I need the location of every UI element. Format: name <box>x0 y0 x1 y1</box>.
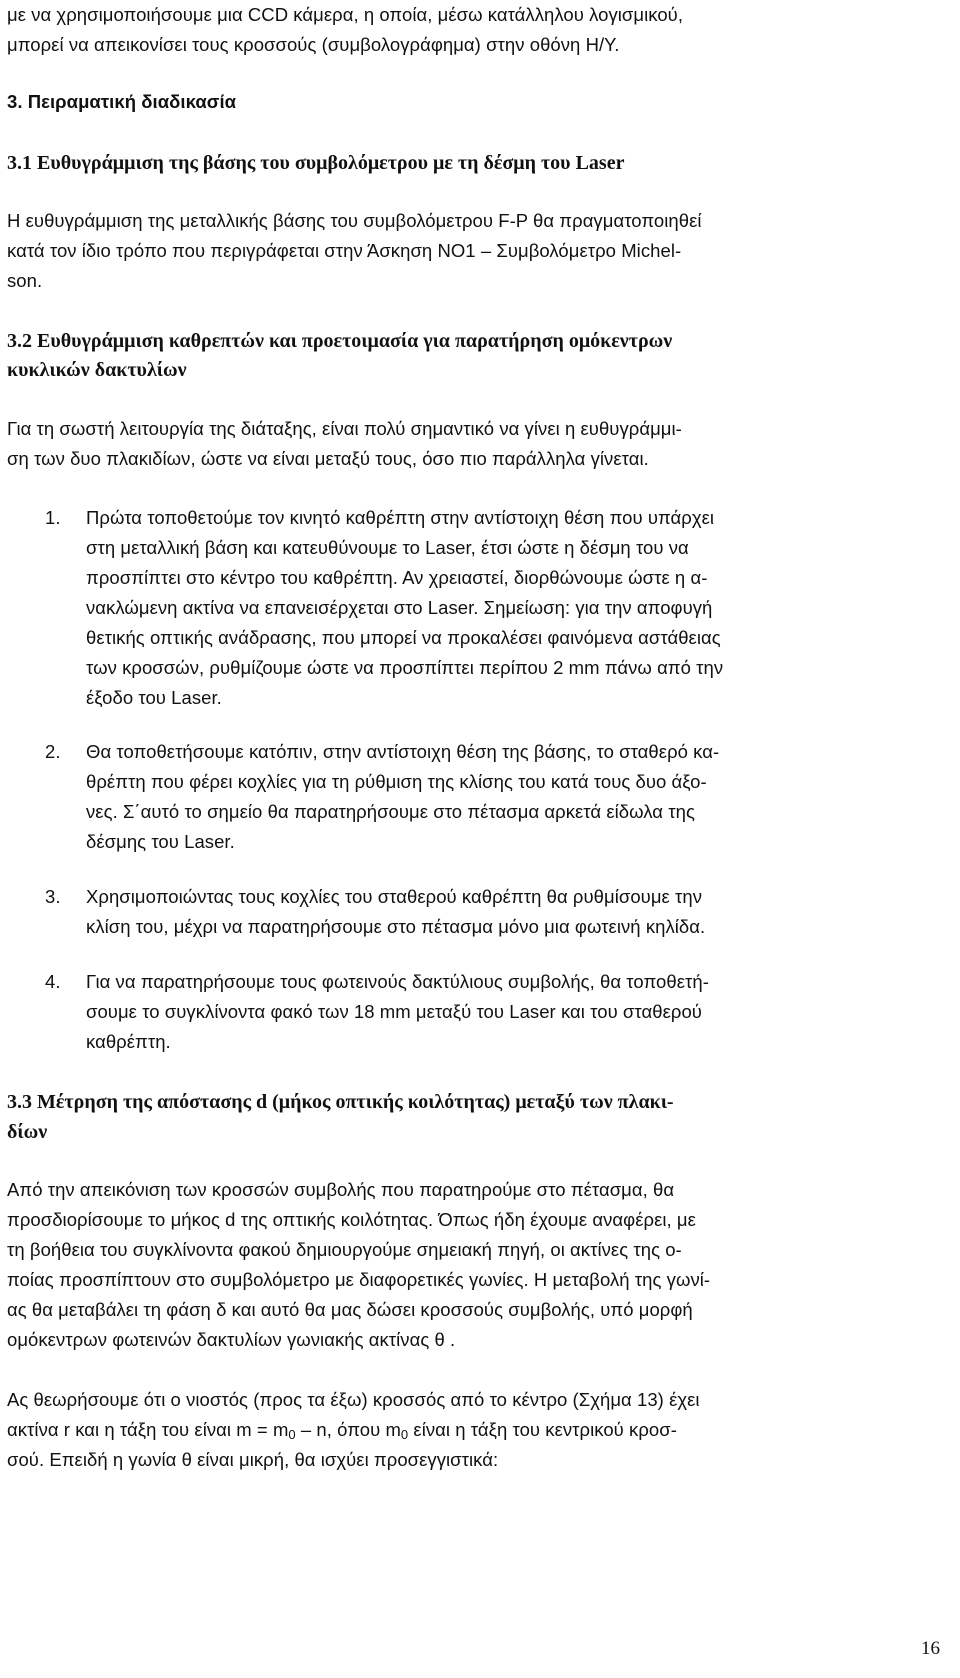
step-3-line: Χρησιμοποιώντας τους κοχλίες του σταθερού καθρέπτη θα ρυθμίσουμε την <box>86 886 703 907</box>
step-4-line: καθρέπτη. <box>86 1031 171 1052</box>
section-3-heading: 3. Πειραματική διαδικασία <box>7 91 237 112</box>
section-3-1-para-line-1: Η ευθυγράμμιση της μεταλλικής βάσης του συμβολόμετρου F-P θα πραγματοποιηθεί <box>7 210 702 231</box>
step-1-line: των κροσσών, ρυθμίζουμε ώστε να προσπίπτει περίπου 2 mm πάνω από την <box>86 657 724 678</box>
step-2-line: νες. Σ΄αυτό το σημείο θα παρατηρήσουμε στο πέτασμα αρκετά είδωλα της <box>86 801 695 822</box>
page-number: 16 <box>921 1638 940 1659</box>
step-2-number: 2. <box>45 741 61 762</box>
step-1-line: Πρώτα τοποθετούμε τον κινητό καθρέπτη στην αντίστοιχη θέση που υπάρχει <box>86 507 715 528</box>
step-2-line: θρέπτη που φέρει κοχλίες για τη ρύθμιση της κλίσης του κατά τους δυο άξο- <box>86 771 707 792</box>
step-3-number: 3. <box>45 886 61 907</box>
section-3-3-para-line: ομόκεντρων φωτεινών δακτυλίων γωνιακής ακτίνας θ . <box>7 1329 456 1350</box>
step-3-line: κλίση του, μέχρι να παρατηρήσουμε στο πέτασμα μόνο μια φωτεινή κηλίδα. <box>86 916 706 937</box>
step-4-line: Για να παρατηρήσουμε τους φωτεινούς δακτύλιους συμβολής, θα τοποθετή- <box>86 971 709 992</box>
section-3-2-heading-line-1: 3.2 Ευθυγράμμιση καθρεπτών και προετοιμασία για παρατήρηση ομόκεντρων <box>7 330 673 352</box>
step-2-line: δέσμης του Laser. <box>86 831 235 852</box>
intro-line-1: με να χρησιμοποιήσουμε μια CCD κάμερα, η οποία, μέσω κατάλληλου λογισμικού, <box>7 4 684 25</box>
subscript-zero: 0 <box>400 1427 409 1442</box>
section-3-3-para-line: ποίας προσπίπτουν στο συμβολόμετρο με διαφορετικές γωνίες. Η μεταβολή της γωνί- <box>7 1269 711 1290</box>
para2-text-b: – n, όπου m <box>295 1419 401 1440</box>
step-1-line: έξοδο του Laser. <box>86 687 222 708</box>
subscript-zero: 0 <box>288 1427 296 1442</box>
section-3-3-heading-line-1: 3.3 Μέτρηση της απόστασης d (μήκος οπτικής κοιλότητας) μεταξύ των πλακι- <box>7 1091 674 1113</box>
step-4-line: σουμε το συγκλίνοντα φακό των 18 mm μεταξύ του Laser και του σταθερού <box>86 1001 702 1022</box>
step-1-number: 1. <box>45 507 61 528</box>
para2-text-c: είναι η τάξη του κεντρικού κροσ- <box>408 1419 677 1440</box>
section-3-3-heading-line-2: δίων <box>7 1121 48 1143</box>
step-1-line: προσπίπτει στο κέντρο του καθρέπτη. Αν χρειαστεί, διορθώνουμε ώστε η α- <box>86 567 708 588</box>
section-3-2-heading-line-2: κυκλικών δακτυλίων <box>7 359 187 381</box>
section-3-3-para2-line-1: Ας θεωρήσουμε ότι ο νιοστός (προς τα έξω) κροσσός από το κέντρο (Σχήμα 13) έχει <box>7 1389 700 1410</box>
para2-text-a: ακτίνα r και η τάξη του είναι m = m <box>7 1419 289 1440</box>
section-3-3-para-line: Από την απεικόνιση των κροσσών συμβολής που παρατηρούμε στο πέτασμα, θα <box>7 1179 675 1200</box>
section-3-1-para-line-2: κατά τον ίδιο τρόπο που περιγράφεται στην Άσκηση ΝΟ1 – Συμβολόμετρο Michel- <box>7 240 682 261</box>
section-3-3-para2-line-3: σού. Επειδή η γωνία θ είναι μικρή, θα ισχύει προσεγγιστικά: <box>7 1449 499 1470</box>
step-1-line: θετικής οπτικής ανάδρασης, που μπορεί να προκαλέσει φαινόμενα αστάθειας <box>86 627 721 648</box>
section-3-2-para-line-2: ση των δυο πλακιδίων, ώστε να είναι μεταξύ τους, όσο πιο παράλληλα γίνεται. <box>7 448 649 469</box>
section-3-1-heading: 3.1 Ευθυγράμμιση της βάσης του συμβολόμετρου με τη δέσμη του Laser <box>7 152 625 174</box>
section-3-3-para-line: ας θα μεταβάλει τη φάση δ και αυτό θα μας δώσει κροσσούς συμβολής, υπό μορφή <box>7 1299 693 1320</box>
section-3-3-para-line: τη βοήθεια του συγκλίνοντα φακού δημιουργούμε σημειακή πηγή, οι ακτίνες της ο- <box>7 1239 682 1260</box>
step-1-line: στη μεταλλική βάση και κατευθύνουμε το Laser, έτσι ώστε η δέσμη του να <box>86 537 689 558</box>
section-3-3-para-line: προσδιορίσουμε το μήκος d της οπτικής κοιλότητας. Όπως ήδη έχουμε αναφέρει, με <box>7 1209 696 1230</box>
step-1-line: νακλώμενη ακτίνα να επανεισέρχεται στο Laser. Σημείωση: για την αποφυγή <box>86 597 713 618</box>
step-2-line: Θα τοποθετήσουμε κατόπιν, στην αντίστοιχη θέση της βάσης, το σταθερό κα- <box>86 741 720 762</box>
section-3-2-para-line-1: Για τη σωστή λειτουργία της διάταξης, είναι πολύ σημαντικό να γίνει η ευθυγράμμι- <box>7 418 682 439</box>
step-4-number: 4. <box>45 971 61 992</box>
intro-line-2: μπορεί να απεικονίσει τους κροσσούς (συμβολογράφημα) στην οθόνη Η/Υ. <box>7 34 620 55</box>
section-3-1-para-line-3: son. <box>7 270 43 291</box>
